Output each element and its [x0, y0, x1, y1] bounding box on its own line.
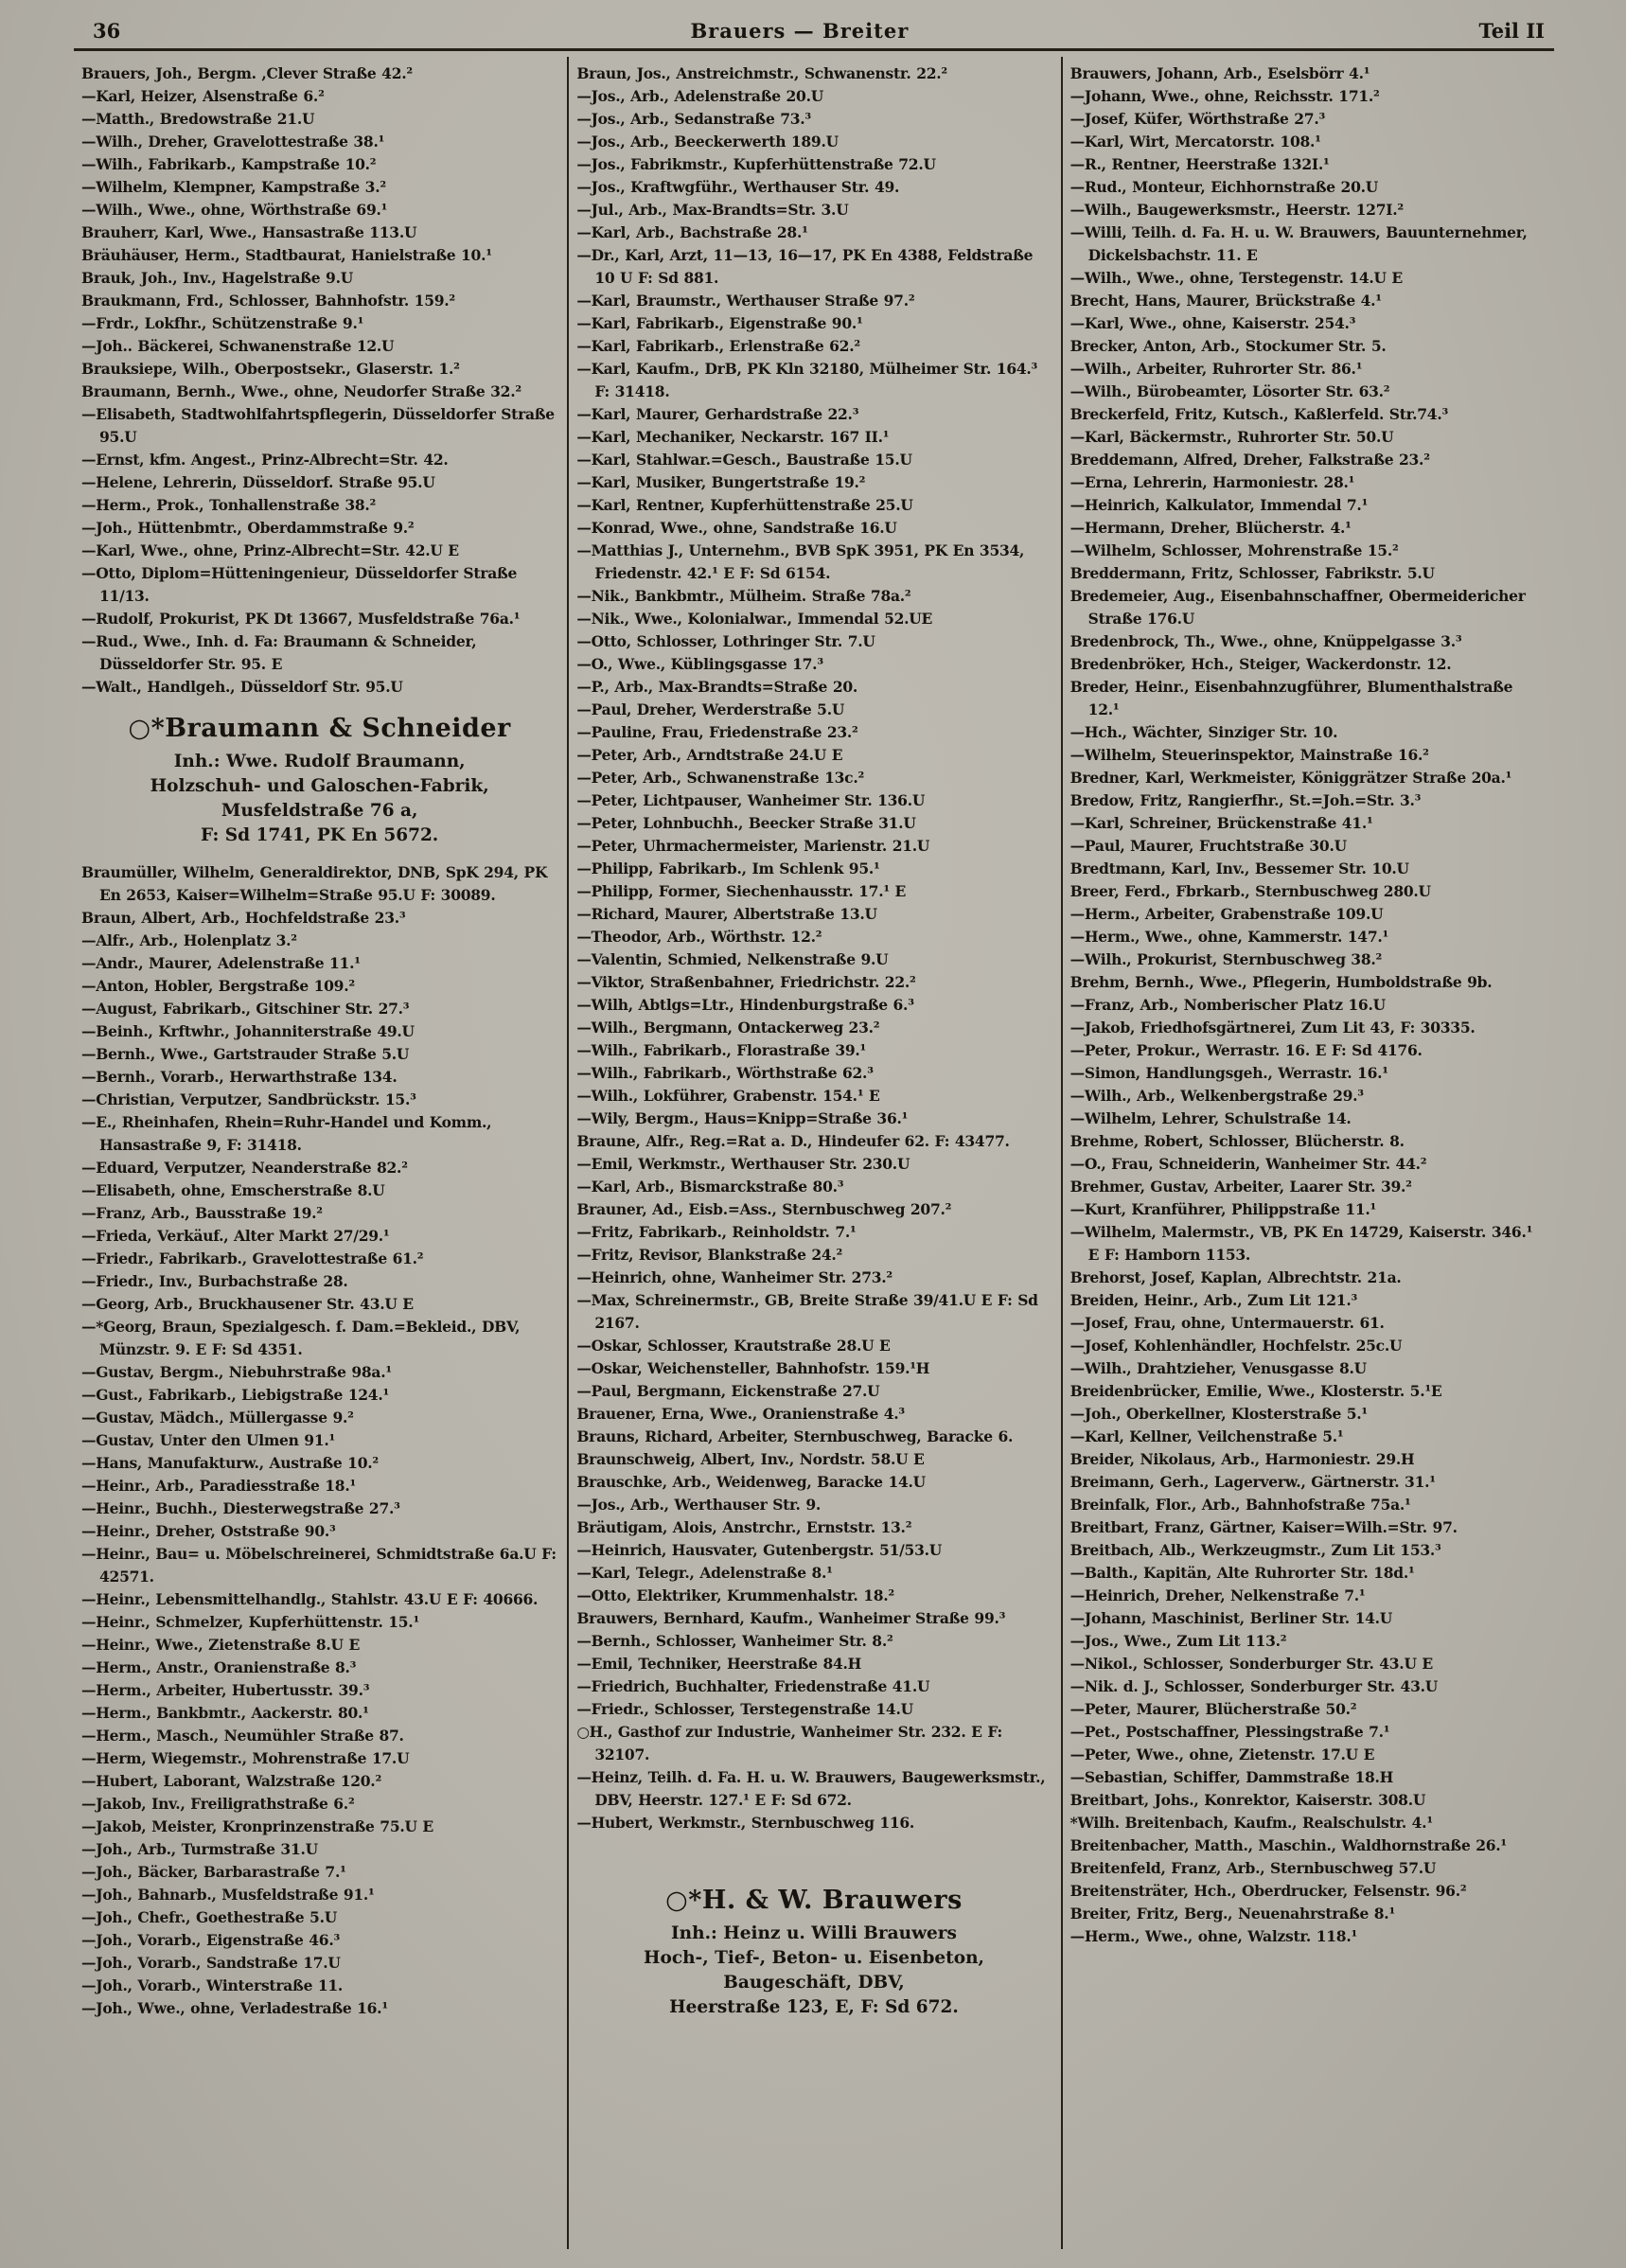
directory-entry: —Karl, Rentner, Kupferhüttenstraße 25.U [576, 496, 913, 514]
directory-entry: Braukmann, Frd., Schlosser, Bahnhofstr. 159.² [81, 292, 455, 310]
directory-entry: —Matthias J., Unternehm., BVB SpK 3951, PK En 3534, Friedenstr. 42.¹ E F: Sd 6154. [576, 541, 1025, 582]
directory-entry: Breimann, Gerh., Lagerverw., Gärtnerstr. 31.¹ [1069, 1473, 1436, 1491]
directory-entry: —Karl, Arb., Bismarckstraße 80.³ [576, 1178, 844, 1196]
directory-entry: Breer, Ferd., Fbrkarb., Sternbuschweg 280.U [1069, 882, 1431, 900]
directory-entry: —Heinr., Dreher, Oststraße 90.³ [81, 1522, 336, 1540]
directory-entry: —Karl, Schreiner, Brückenstraße 41.¹ [1069, 814, 1373, 832]
directory-entry: —Friedrich, Buchhalter, Friedenstraße 41.U [576, 1677, 930, 1695]
directory-entry: —Herm., Wwe., ohne, Kammerstr. 147.¹ [1069, 928, 1389, 946]
directory-entry: —Peter, Prokur., Werrastr. 16. E F: Sd 4176. [1069, 1041, 1423, 1059]
directory-entry: —Heinr., Lebensmittelhandlg., Stahlstr. 43.U E F: 40666. [81, 1590, 539, 1608]
directory-entry: —Ernst, kfm. Angest., Prinz-Albrecht=Str. 42. [81, 451, 449, 469]
directory-entry: —Gustav, Mädch., Müllergasse 9.² [81, 1409, 354, 1426]
directory-entry: —Peter, Lohnbuchh., Beecker Straße 31.U [576, 814, 916, 832]
directory-entry: Brauener, Erna, Wwe., Oranienstraße 4.³ [576, 1405, 905, 1423]
directory-entry: —Pet., Postschaffner, Plessingstraße 7.¹ [1069, 1723, 1390, 1741]
directory-entry: —Heinr., Wwe., Zietenstraße 8.U E [81, 1636, 361, 1654]
directory-entry: —Andr., Maurer, Adelenstraße 11.¹ [81, 954, 361, 972]
directory-entry: —Christian, Verputzer, Sandbrückstr. 15.³ [81, 1090, 416, 1108]
directory-entry: —Karl, Stahlwar.=Gesch., Baustraße 15.U [576, 451, 912, 469]
directory-entry: —Jakob, Inv., Freiligrathstraße 6.² [81, 1795, 355, 1813]
directory-entry: —Jakob, Friedhofsgärtnerei, Zum Lit 43, F: 30335. [1069, 1019, 1476, 1037]
directory-entry: —Herm., Bankbmtr., Aackerstr. 80.¹ [81, 1704, 369, 1722]
directory-entry: Brauwers, Johann, Arb., Eselsbörr 4.¹ [1069, 64, 1370, 82]
directory-entry: Breder, Heinr., Eisenbahnzugführer, Blumenthalstraße 12.¹ [1069, 678, 1513, 718]
ad-line: Baugeschäft, DBV, [723, 1973, 905, 1993]
directory-entry: —Karl, Musiker, Bungertstraße 19.² [576, 473, 866, 491]
directory-entry: —Jos., Wwe., Zum Lit 113.² [1069, 1632, 1287, 1650]
ad-line: Inh.: Heinz u. Willi Brauwers [671, 1923, 957, 1943]
directory-entry: Braun, Jos., Anstreichmstr., Schwanenstr. 22.² [576, 64, 947, 82]
directory-entry: Breiter, Fritz, Berg., Neuenahrstraße 8.¹ [1069, 1905, 1395, 1922]
directory-entry: —Heinr., Schmelzer, Kupferhüttenstr. 15.¹ [81, 1613, 419, 1631]
directory-entry: Breitenbacher, Matth., Maschin., Waldhornstraße 26.¹ [1069, 1836, 1507, 1854]
directory-entry: —Karl, Fabrikarb., Eigenstraße 90.¹ [576, 314, 863, 332]
directory-entry: —Wilh., Fabrikarb., Kampstraße 10.² [81, 155, 377, 173]
directory-entry: —Nikol., Schlosser, Sonderburger Str. 43.U E [1069, 1655, 1433, 1673]
directory-entry: —Valentin, Schmied, Nelkenstraße 9.U [576, 950, 889, 968]
directory-entry: Bredtmann, Karl, Inv., Bessemer Str. 10.U [1069, 859, 1409, 877]
directory-entry: —Karl, Maurer, Gerhardstraße 22.³ [576, 405, 859, 423]
directory-entry: —Wilh, Abtlgs=Ltr., Hindenburgstraße 6.³ [576, 996, 914, 1014]
directory-entry: —Jul., Arb., Max-Brandts=Str. 3.U [576, 201, 849, 219]
directory-entry: —Frdr., Lokfhr., Schützenstraße 9.¹ [81, 314, 364, 332]
directory-entry: Breddermann, Fritz, Schlosser, Fabrikstr. 5.U [1069, 564, 1435, 582]
header-rule [74, 48, 1554, 51]
directory-entry: Breitensträter, Hch., Oberdrucker, Felsenstr. 96.² [1069, 1882, 1467, 1900]
directory-entry: —Nik. d. J., Schlosser, Sonderburger Str. 43.U [1069, 1677, 1439, 1695]
directory-entry: —Herm., Anstr., Oranienstraße 8.³ [81, 1658, 357, 1676]
directory-entry: —Peter, Lichtpauser, Wanheimer Str. 136.U [576, 791, 926, 809]
page-number: 36 [93, 19, 121, 43]
directory-entry: Breiden, Heinr., Arb., Zum Lit 121.³ [1069, 1291, 1358, 1309]
directory-entry: —Heinz, Teilh. d. Fa. H. u. W. Brauwers, Baugewerksmstr., DBV, Heerstr. 127.¹ E F: Sd 672. [576, 1768, 1046, 1809]
directory-entry: Breddemann, Alfred, Dreher, Falkstraße 23.² [1069, 451, 1430, 469]
directory-entry: —Frieda, Verkäuf., Alter Markt 27/29.¹ [81, 1227, 390, 1245]
directory-entry: Brauers, Joh., Bergm. ,Clever Straße 42.² [81, 64, 413, 82]
directory-entry: —Gustav, Unter den Ulmen 91.¹ [81, 1431, 336, 1449]
directory-entry: —O., Wwe., Küblingsgasse 17.³ [576, 655, 823, 673]
directory-entry: —Konrad, Wwe., ohne, Sandstraße 16.U [576, 519, 897, 537]
directory-entry: —Johann, Maschinist, Berliner Str. 14.U [1069, 1609, 1393, 1627]
directory-entry: Brauherr, Karl, Wwe., Hansastraße 113.U [81, 223, 417, 241]
directory-entry: —August, Fabrikarb., Gitschiner Str. 27.³ [81, 1000, 410, 1018]
directory-entry: —Wilhelm, Steuerinspektor, Mainstraße 16.² [1069, 746, 1429, 764]
directory-entry: Brecker, Anton, Arb., Stockumer Str. 5. [1069, 337, 1387, 355]
directory-entry: —R., Rentner, Heerstraße 132I.¹ [1069, 155, 1330, 173]
directory-entry: —Jos., Arb., Sedanstraße 73.³ [576, 110, 811, 128]
directory-entry: —Wilh., Wwe., ohne, Wörthstraße 69.¹ [81, 201, 388, 219]
directory-entry: Brauns, Richard, Arbeiter, Sternbuschweg, Baracke 6. [576, 1427, 1014, 1445]
directory-entry: —Hubert, Laborant, Walzstraße 120.² [81, 1772, 381, 1790]
page-title: Brauers — Breiter [690, 19, 910, 43]
directory-entry: —Karl, Fabrikarb., Erlenstraße 62.² [576, 337, 860, 355]
directory-entry: —Bernh., Wwe., Gartstrauder Straße 5.U [81, 1045, 410, 1063]
directory-entry: —Theodor, Arb., Wörthstr. 12.² [576, 928, 822, 946]
column-3 [1061, 57, 1554, 2249]
directory-entry: Braumann, Bernh., Wwe., ohne, Neudorfer Straße 32.² [81, 382, 521, 400]
directory-entry: —Jos., Arb., Werthauser Str. 9. [576, 1496, 822, 1514]
directory-entry: —Friedr., Schlosser, Terstegenstraße 14.U [576, 1700, 913, 1718]
directory-entry: Braune, Alfr., Reg.=Rat a. D., Hindeufer 62. F: 43477. [576, 1132, 1010, 1150]
directory-entry: —Heinr., Bau= u. Möbelschreinerei, Schmidtstraße 6a.U F: 42571. [81, 1545, 557, 1586]
column-2 [567, 57, 1060, 2249]
directory-entry: —*Georg, Braun, Spezialgesch. f. Dam.=Bekleid., DBV, Münzstr. 9. E F: Sd 4351. [81, 1318, 521, 1358]
directory-entry: Bräuhäuser, Herm., Stadtbaurat, Hanielstraße 10.¹ [81, 246, 492, 264]
directory-entry: —Wilh., Baugewerksmstr., Heerstr. 127I.² [1069, 201, 1404, 219]
directory-entry: Braumüller, Wilhelm, Generaldirektor, DNB, SpK 294, PK En 2653, Kaiser=Wilhelm=Straße 95.U F: 30089. [81, 863, 548, 904]
advertisement-block [87, 714, 552, 848]
directory-entry: —Georg, Arb., Bruckhausener Str. 43.U E [81, 1295, 414, 1313]
directory-entry: —Wilhelm, Lehrer, Schulstraße 14. [1069, 1109, 1352, 1127]
directory-entry: —Karl, Wirt, Mercatorstr. 108.¹ [1069, 133, 1321, 151]
directory-entry: —Karl, Bäckermstr., Ruhrorter Str. 50.U [1069, 428, 1394, 446]
directory-entry: —Jakob, Meister, Kronprinzenstraße 75.U E [81, 1817, 433, 1835]
directory-entry: —Friedr., Inv., Burbachstraße 28. [81, 1272, 348, 1290]
directory-entry: —Matth., Bredowstraße 21.U [81, 110, 315, 128]
directory-entry: Breitbart, Franz, Gärtner, Kaiser=Wilh.=Str. 97. [1069, 1518, 1458, 1536]
directory-entry: Bredenbrock, Th., Wwe., ohne, Knüppelgasse 3.³ [1069, 632, 1462, 650]
ad-line: F: Sd 1741, PK En 5672. [201, 825, 439, 845]
directory-entry: —Joh., Vorarb., Eigenstraße 46.³ [81, 1931, 341, 1949]
directory-entry: —Walt., Handlgeh., Düsseldorf Str. 95.U [81, 678, 403, 696]
directory-entry: —Josef, Kohlenhändler, Hochfelstr. 25c.U [1069, 1337, 1403, 1355]
directory-entry: —Kurt, Kranführer, Philippstraße 11.¹ [1069, 1200, 1377, 1218]
directory-entry: —O., Frau, Schneiderin, Wanheimer Str. 44.² [1069, 1155, 1427, 1173]
directory-entry: —Herm., Arbeiter, Grabenstraße 109.U [1069, 905, 1384, 923]
directory-entry: Bredenbröker, Hch., Steiger, Wackerdonstr. 12. [1069, 655, 1452, 673]
directory-entry: —Nik., Wwe., Kolonialwar., Immendal 52.UE [576, 610, 933, 628]
column-1 [74, 57, 567, 2249]
directory-entry: —Josef, Küfer, Wörthstraße 27.³ [1069, 110, 1326, 128]
directory-entry: —Heinr., Buchh., Diesterwegstraße 27.³ [81, 1499, 400, 1517]
directory-entry: —Sebastian, Schiffer, Dammstraße 18.H [1069, 1768, 1394, 1786]
directory-entry: —Wilhelm, Schlosser, Mohrenstraße 15.² [1069, 541, 1399, 559]
directory-entry: Bredow, Fritz, Rangierfhr., St.=Joh.=Str. 3.³ [1069, 791, 1422, 809]
directory-entry: —Emil, Techniker, Heerstraße 84.H [576, 1655, 862, 1673]
directory-entry: —Paul, Bergmann, Eickenstraße 27.U [576, 1382, 880, 1400]
directory-entry: —Jos., Kraftwgführ., Werthauser Str. 49. [576, 178, 900, 196]
page-header [74, 15, 1554, 48]
directory-entry: —Peter, Uhrmachermeister, Marienstr. 21.U [576, 837, 930, 855]
directory-entry: —Viktor, Straßenbahner, Friedrichstr. 22.² [576, 973, 916, 991]
directory-entry: —Karl, Telegr., Adelenstraße 8.¹ [576, 1564, 833, 1582]
directory-entry: —Bernh., Vorarb., Herwarthstraße 134. [81, 1068, 398, 1086]
directory-entry: Braun, Albert, Arb., Hochfeldstraße 23.³ [81, 909, 406, 927]
directory-entry: —Willi, Teilh. d. Fa. H. u. W. Brauwers, Bauunternehmer, Dickelsbachstr. 11. E [1069, 223, 1528, 264]
directory-entry: —P., Arb., Max-Brandts=Straße 20. [576, 678, 858, 696]
directory-entry: Breinfalk, Flor., Arb., Bahnhofstraße 75a.¹ [1069, 1496, 1411, 1514]
directory-entry: Breitbart, Johs., Konrektor, Kaiserstr. 308.U [1069, 1791, 1426, 1809]
directory-entry: —Johann, Wwe., ohne, Reichsstr. 171.² [1069, 87, 1380, 105]
directory-entry: Brauschke, Arb., Weidenweg, Baracke 14.U [576, 1473, 926, 1491]
directory-entry: —Otto, Diplom=Hütteningenieur, Düsseldorfer Straße 11/13. [81, 564, 518, 605]
directory-entry: Brauner, Ad., Eisb.=Ass., Sternbuschweg 207.² [576, 1200, 952, 1218]
directory-entry: —Fritz, Revisor, Blankstraße 24.² [576, 1246, 843, 1264]
ad-line: Inh.: Wwe. Rudolf Braumann, [173, 752, 466, 771]
directory-entry: —Joh.. Bäckerei, Schwanenstraße 12.U [81, 337, 395, 355]
directory-entry: —Philipp, Former, Siechenhausstr. 17.¹ E [576, 882, 907, 900]
directory-entry: —Elisabeth, ohne, Emscherstraße 8.U [81, 1181, 385, 1199]
directory-entry: —Paul, Maurer, Fruchtstraße 30.U [1069, 837, 1347, 855]
directory-entry: ○H., Gasthof zur Industrie, Wanheimer Str. 232. E F: 32107. [576, 1723, 1003, 1763]
directory-entry: —Friedr., Fabrikarb., Gravelottestraße 61.² [81, 1249, 424, 1267]
directory-entry: —Hans, Manufakturw., Austraße 10.² [81, 1454, 379, 1472]
directory-entry: —Karl, Mechaniker, Neckarstr. 167 II.¹ [576, 428, 890, 446]
directory-entry: Breidenbrücker, Emilie, Wwe., Klosterstr. 5.¹E [1069, 1382, 1442, 1400]
directory-entry: —Karl, Kellner, Veilchenstraße 5.¹ [1069, 1427, 1344, 1445]
directory-entry: —Josef, Frau, ohne, Untermauerstr. 61. [1069, 1314, 1385, 1332]
directory-entry: Brauk, Joh., Inv., Hagelstraße 9.U [81, 269, 354, 287]
directory-entry: —Wilh., Fabrikarb., Wörthstraße 62.³ [576, 1064, 874, 1082]
directory-entry: —Wilh., Lokführer, Grabenstr. 154.¹ E [576, 1087, 880, 1105]
directory-entry: —Wilh., Dreher, Gravelottestraße 38.¹ [81, 133, 385, 151]
directory-entry: —Philipp, Fabrikarb., Im Schlenk 95.¹ [576, 859, 880, 877]
directory-entry: —Heinrich, Hausvater, Gutenbergstr. 51/53.U [576, 1541, 943, 1559]
directory-entry: —Heinrich, Dreher, Nelkenstraße 7.¹ [1069, 1586, 1366, 1604]
directory-entry: Brehm, Bernh., Wwe., Pflegerin, Humboldstraße 9b. [1069, 973, 1493, 991]
ad-line: Heerstraße 123, E, F: Sd 672. [669, 1997, 959, 2017]
directory-entry: Breckerfeld, Fritz, Kutsch., Kaßlerfeld. Str.74.³ [1069, 405, 1449, 423]
directory-entry: —Joh., Hüttenbmtr., Oberdammstraße 9.² [81, 519, 415, 537]
directory-entry: —Heinrich, ohne, Wanheimer Str. 273.² [576, 1268, 893, 1286]
directory-entry: —Herm., Masch., Neumühler Straße 87. [81, 1727, 404, 1745]
directory-entry: —Herm., Prok., Tonhallenstraße 38.² [81, 496, 377, 514]
directory-entry: —Karl, Wwe., ohne, Kaiserstr. 254.³ [1069, 314, 1356, 332]
directory-entry: —Emil, Werkmstr., Werthauser Str. 230.U [576, 1155, 910, 1173]
directory-entry: —Otto, Elektriker, Krummenhalstr. 18.² [576, 1586, 894, 1604]
directory-entry: —Simon, Handlungsgeh., Werrastr. 16.¹ [1069, 1064, 1388, 1082]
directory-entry: Brauksiepe, Wilh., Oberpostsekr., Glaserstr. 1.² [81, 360, 460, 378]
directory-entry: —Nik., Bankbmtr., Mülheim. Straße 78a.² [576, 587, 911, 605]
directory-entry: —Peter, Wwe., ohne, Zietenstr. 17.U E [1069, 1745, 1375, 1763]
directory-entry: —Joh., Bahnarb., Musfeldstraße 91.¹ [81, 1886, 375, 1904]
directory-entry: —Joh., Vorarb., Sandstraße 17.U [81, 1954, 341, 1972]
directory-entry: —Herm., Wwe., ohne, Walzstr. 118.¹ [1069, 1927, 1358, 1945]
directory-entry: —Wilh., Wwe., ohne, Terstegenstr. 14.U E [1069, 269, 1403, 287]
directory-entry: Brecht, Hans, Maurer, Brückstraße 4.¹ [1069, 292, 1382, 310]
directory-entry: —Wilh., Drahtzieher, Venusgasse 8.U [1069, 1359, 1367, 1377]
directory-entry: —Karl, Wwe., ohne, Prinz-Albrecht=Str. 42.U E [81, 541, 459, 559]
directory-entry: —Peter, Arb., Arndtstraße 24.U E [576, 746, 843, 764]
directory-entry: —Peter, Arb., Schwanenstraße 13c.² [576, 769, 865, 787]
directory-entry: —Paul, Dreher, Werderstraße 5.U [576, 700, 845, 718]
directory-entry: —Karl, Arb., Bachstraße 28.¹ [576, 223, 808, 241]
directory-entry: —Wilh., Arb., Welkenbergstraße 29.³ [1069, 1087, 1364, 1105]
directory-entry: —Hubert, Werkmstr., Sternbuschweg 116. [576, 1814, 915, 1832]
directory-entry: —Joh., Bäcker, Barbarastraße 7.¹ [81, 1863, 346, 1881]
directory-entry: —Eduard, Verputzer, Neanderstraße 82.² [81, 1159, 408, 1177]
directory-entry: Brehme, Robert, Schlosser, Blücherstr. 8. [1069, 1132, 1405, 1150]
directory-entry: —Herm, Wiegemstr., Mohrenstraße 17.U [81, 1749, 410, 1767]
directory-entry: —Wilh., Arbeiter, Ruhrorter Str. 86.¹ [1069, 360, 1363, 378]
directory-entry: —Karl, Kaufm., DrB, PK Kln 32180, Mülheimer Str. 164.³ F: 31418. [576, 360, 1038, 400]
directory-entry: —Balth., Kapitän, Alte Ruhrorter Str. 18d.¹ [1069, 1564, 1415, 1582]
ad-title: ○*H. & W. Brauwers [665, 1886, 963, 1915]
directory-entry: —Jos., Fabrikmstr., Kupferhüttenstraße 72.U [576, 155, 936, 173]
directory-entry: —Wilhelm, Malermstr., VB, PK En 14729, Kaiserstr. 346.¹ E F: Hamborn 1153. [1069, 1223, 1533, 1264]
directory-entry: Bredemeier, Aug., Eisenbahnschaffner, Obermeidericher Straße 176.U [1069, 587, 1526, 628]
directory-entry: —Hch., Wächter, Sinziger Str. 10. [1069, 723, 1338, 741]
directory-entry: —Franz, Arb., Bausstraße 19.² [81, 1204, 323, 1222]
directory-entry: —Heinr., Arb., Paradiesstraße 18.¹ [81, 1477, 357, 1495]
directory-entry: Brehmer, Gustav, Arbeiter, Laarer Str. 39.² [1069, 1178, 1412, 1196]
directory-entry: —Hermann, Dreher, Blücherstr. 4.¹ [1069, 519, 1352, 537]
directory-entry: Breider, Nikolaus, Arb., Harmoniestr. 29.H [1069, 1450, 1415, 1468]
directory-columns [74, 57, 1554, 2249]
directory-entry: —Joh., Chefr., Goethestraße 5.U [81, 1908, 338, 1926]
directory-entry: —Wilh., Bürobeamter, Lösorter Str. 63.² [1069, 382, 1390, 400]
directory-entry: —Oskar, Schlosser, Krautstraße 28.U E [576, 1337, 891, 1355]
directory-entry: —Max, Schreinermstr., GB, Breite Straße 39/41.U E F: Sd 2167. [576, 1291, 1038, 1332]
directory-entry: —Dr., Karl, Arzt, 11—13, 16—17, PK En 4388, Feldstraße 10 U F: Sd 881. [576, 246, 1034, 287]
directory-entry: —Gustav, Bergm., Niebuhrstraße 98a.¹ [81, 1363, 392, 1381]
directory-entry: Brauwers, Bernhard, Kaufm., Wanheimer Straße 99.³ [576, 1609, 1006, 1627]
ad-title: ○*Braumann & Schneider [128, 714, 511, 743]
advertisement-block [582, 1886, 1045, 2020]
ad-line: Holzschuh- und Galoschen-Fabrik, [150, 776, 489, 796]
directory-entry: —Anton, Hobler, Bergstraße 109.² [81, 977, 355, 995]
directory-entry: —Jos., Arb., Adelenstraße 20.U [576, 87, 823, 105]
directory-entry: —Fritz, Fabrikarb., Reinholdstr. 7.¹ [576, 1223, 857, 1241]
ad-line: Musfeldstraße 76 a, [221, 801, 418, 821]
directory-entry: —Pauline, Frau, Friedenstraße 23.² [576, 723, 858, 741]
directory-entry: —Karl, Braumstr., Werthauser Straße 97.² [576, 292, 915, 310]
directory-entry: —Rudolf, Prokurist, PK Dt 13667, Musfeldstraße 76a.¹ [81, 610, 521, 628]
directory-entry: —Franz, Arb., Nomberischer Platz 16.U [1069, 996, 1386, 1014]
directory-entry: —Richard, Maurer, Albertstraße 13.U [576, 905, 877, 923]
directory-entry: —Heinrich, Kalkulator, Immendal 7.¹ [1069, 496, 1369, 514]
directory-entry: Breitenfeld, Franz, Arb., Sternbuschweg 57.U [1069, 1859, 1437, 1877]
directory-entry: —Erna, Lehrerin, Harmoniestr. 28.¹ [1069, 473, 1355, 491]
directory-entry: —Bernh., Schlosser, Wanheimer Str. 8.² [576, 1632, 893, 1650]
directory-entry: —Jos., Arb., Beeckerwerth 189.U [576, 133, 839, 151]
directory-entry: —Wily, Bergm., Haus=Knipp=Straße 36.¹ [576, 1109, 909, 1127]
directory-entry: —Wilh., Bergmann, Ontackerweg 23.² [576, 1019, 880, 1037]
directory-entry: —Elisabeth, Stadtwohlfahrtspflegerin, Düsseldorfer Straße 95.U [81, 405, 555, 446]
directory-entry: —Beinh., Krftwhr., Johanniterstraße 49.U [81, 1022, 415, 1040]
directory-entry: —Joh., Vorarb., Winterstraße 11. [81, 1976, 344, 1994]
directory-entry: —Joh., Oberkellner, Klosterstraße 5.¹ [1069, 1405, 1368, 1423]
directory-entry: —Alfr., Arb., Holenplatz 3.² [81, 931, 297, 949]
directory-entry: Braunschweig, Albert, Inv., Nordstr. 58.U E [576, 1450, 925, 1468]
directory-entry: —Rud., Monteur, Eichhornstraße 20.U [1069, 178, 1379, 196]
directory-entry: Brehorst, Josef, Kaplan, Albrechtstr. 21a. [1069, 1268, 1402, 1286]
page-inner [74, 15, 1554, 2249]
directory-entry: —Joh., Arb., Turmstraße 31.U [81, 1840, 318, 1858]
directory-entry: —Gust., Fabrikarb., Liebigstraße 124.¹ [81, 1386, 390, 1404]
directory-entry: Breitbach, Alb., Werkzeugmstr., Zum Lit 153.³ [1069, 1541, 1441, 1559]
directory-entry: —Wilh., Fabrikarb., Florastraße 39.¹ [576, 1041, 867, 1059]
directory-entry: Bredner, Karl, Werkmeister, Königgrätzer Straße 20a.¹ [1069, 769, 1512, 787]
directory-entry: —Wilhelm, Klempner, Kampstraße 3.² [81, 178, 386, 196]
directory-entry: —Karl, Heizer, Alsenstraße 6.² [81, 87, 325, 105]
directory-entry: —Wilh., Prokurist, Sternbuschweg 38.² [1069, 950, 1383, 968]
directory-entry: *Wilh. Breitenbach, Kaufm., Realschulstr. 4.¹ [1069, 1814, 1433, 1832]
directory-entry: —Herm., Arbeiter, Hubertusstr. 39.³ [81, 1681, 370, 1699]
directory-entry: —Otto, Schlosser, Lothringer Str. 7.U [576, 632, 875, 650]
ad-line: Hoch-, Tief-, Beton- u. Eisenbeton, [644, 1948, 984, 1968]
directory-entry: —E., Rheinhafen, Rhein=Ruhr-Handel und Komm., Hansastraße 9, F: 31418. [81, 1113, 492, 1154]
directory-entry: —Rud., Wwe., Inh. d. Fa: Braumann & Schneider, Düsseldorfer Str. 95. E [81, 632, 477, 673]
directory-entry: —Helene, Lehrerin, Düsseldorf. Straße 95.U [81, 473, 435, 491]
directory-entry: —Oskar, Weichensteller, Bahnhofstr. 159.¹H [576, 1359, 930, 1377]
directory-entry: Bräutigam, Alois, Anstrchr., Ernststr. 13.² [576, 1518, 912, 1536]
directory-entry: —Peter, Maurer, Blücherstraße 50.² [1069, 1700, 1357, 1718]
part-label: Teil II [1478, 19, 1545, 43]
directory-entry: —Joh., Wwe., ohne, Verladestraße 16.¹ [81, 1999, 388, 2017]
